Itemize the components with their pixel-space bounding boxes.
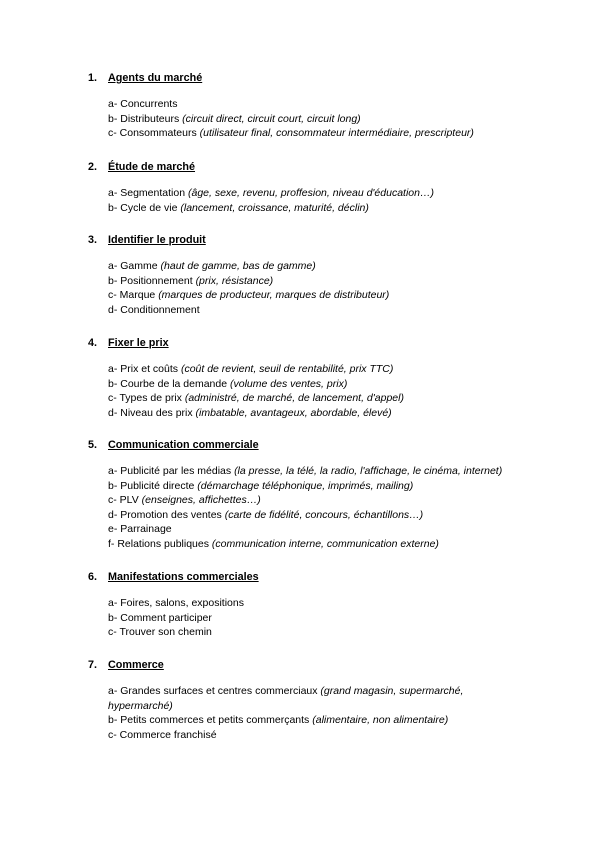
section-items [108,97,528,141]
item-description: (démarchage téléphonique, imprimés, mailing) [197,479,414,492]
item-label: b- Distributeurs [108,112,180,125]
section-title: Étude de marché [108,161,196,173]
section-items [108,186,528,215]
list-item [108,508,528,523]
item-label: b- Petits commerces et petits commerçants [108,714,310,727]
section-items [108,464,528,552]
list-item [108,186,528,201]
item-label: a- Prix et coûts [108,363,179,375]
item-description: (prix, résistance) [195,274,274,287]
list-item [108,259,528,274]
list-item [108,391,528,406]
section-title: Communication commerciale [108,439,259,451]
item-label: b- Courbe de la demande [108,377,228,390]
section-items [108,259,528,317]
section-heading [88,571,259,584]
item-label: e- Parrainage [108,523,172,536]
list-item [108,596,528,611]
list-item [108,728,493,743]
item-label: b- Positionnement [108,274,193,287]
item-label: c- PLV [108,494,139,507]
item-description: (la presse, la télé, la radio, l'affichage, le cinéma, internet) [234,465,503,477]
item-label: a- Segmentation [108,187,186,199]
item-description: (imbatable, avantageux, abordable, élevé) [195,406,392,419]
item-description: (carte de fidélité, concours, échantillons…) [224,508,424,521]
item-label: b- Publicité directe [108,479,195,492]
section-heading [88,337,169,350]
section-items [108,362,528,420]
item-description: (alimentaire, non alimentaire) [312,714,449,727]
section-heading [88,72,202,85]
section-title: Fixer le prix [108,337,169,349]
section-number: 3. [88,234,98,246]
list-item [108,288,528,303]
item-label: d- Conditionnement [108,303,200,316]
item-label: a- Concurrents [108,98,178,110]
list-item [108,611,528,626]
item-description: (haut de gamme, bas de gamme) [160,260,316,272]
item-label: c- Types de prix [108,392,182,405]
list-item [108,112,528,127]
section-title: Commerce [108,659,164,671]
section-title: Agents du marché [108,72,203,84]
item-label: c- Commerce franchisé [108,728,217,741]
section-heading [88,234,206,247]
list-item [108,303,528,318]
section-number: 5. [88,439,98,451]
list-item [108,479,528,494]
section-number: 1. [88,72,98,84]
list-item [108,377,528,392]
section-title: Manifestations commerciales [108,571,259,583]
list-item [108,362,528,377]
section-heading [88,439,259,452]
section-heading [88,161,195,174]
list-item [108,713,493,728]
section-heading [88,659,164,672]
section-number: 6. [88,571,98,583]
list-item [108,522,528,537]
section-items [108,684,493,742]
item-description: (marques de producteur, marques de distributeur) [158,289,390,302]
item-label: d- Promotion des ventes [108,508,222,521]
item-label: a- Gamme [108,260,158,272]
item-label: b- Cycle de vie [108,201,178,214]
item-label: c- Trouver son chemin [108,626,212,639]
item-label: f- Relations publiques [108,537,209,550]
section-number: 2. [88,161,98,173]
item-label: a- Foires, salons, expositions [108,597,244,609]
list-item [108,684,493,713]
item-description: (enseignes, affichettes…) [141,494,261,507]
list-item [108,97,528,112]
list-item [108,493,528,508]
item-description: (grand magasin, supermarché, hypermarché) [108,685,464,712]
list-item [108,537,528,552]
list-item [108,464,528,479]
item-description: (coût de revient, seuil de rentabilité, prix TTC) [180,363,394,375]
section-title: Identifier le produit [108,234,206,246]
item-description: (circuit direct, circuit court, circuit long) [182,112,361,125]
item-description: (volume des ventes, prix) [230,377,348,390]
item-label: a- Publicité par les médias [108,465,232,477]
section-number: 4. [88,337,98,349]
item-label: c- Marque [108,289,156,302]
list-item [108,625,528,640]
list-item [108,406,528,421]
item-description: (utilisateur final, consommateur intermédiaire, prescripteur) [199,127,474,140]
section-number: 7. [88,659,98,671]
section-items [108,596,528,640]
item-description: (âge, sexe, revenu, proffesion, niveau d'éducation…) [187,187,434,199]
item-label: b- Comment participer [108,611,212,624]
list-item [108,274,528,289]
item-label: c- Consommateurs [108,127,197,140]
list-item [108,126,528,141]
item-description: (communication interne, communication externe) [211,537,439,550]
item-label: a- Grandes surfaces et centres commerciaux [108,685,318,697]
list-item [108,201,528,216]
item-label: d- Niveau des prix [108,406,193,419]
item-description: (administré, de marché, de lancement, d'appel) [184,392,404,405]
item-description: (lancement, croissance, maturité, déclin) [180,201,369,214]
